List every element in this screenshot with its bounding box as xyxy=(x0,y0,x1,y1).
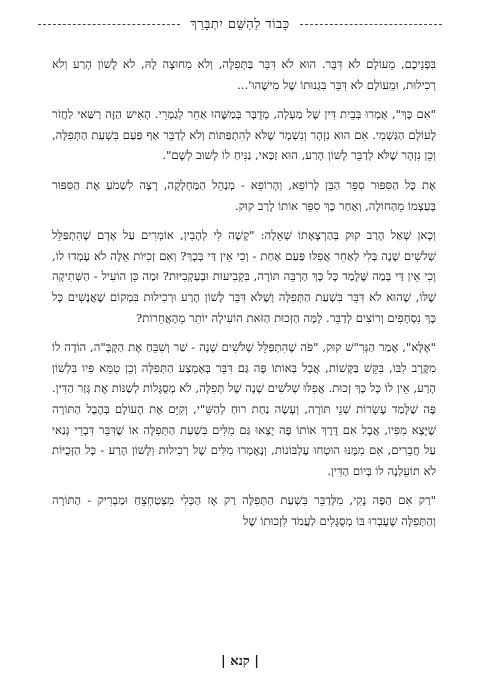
running-header xyxy=(38,14,442,34)
paragraph-6: "רַק אִם הַפֶּה נָקִי, מִלְּדַבֵּר בִּשְׁעַת הַתְּפִלָּה רַק אָז הַכְּלִי מִצְטַחְצֵחַ וּמַבְרִיק - הַתּוֹרָה וְהַתְּפִלָּה שֶׁעָבְרוּ בּוֹ מְסֻגָּלִים לַעֲמֹד לִזְכוּתוֹ שֶׁל xyxy=(52,493,436,528)
header-rule-left xyxy=(38,24,180,25)
paragraph-2: "אִם כָּךְ", אָמְרוּ בְּבֵית דִּין שֶׁל מַעְלָה, מְדֻבָּר בְּמַשֶּׁהוּ אַחֵר לְגַמְרֵי. הָאִישׁ הַזֶּה רַשַּׁאי לַחֲזֹר לָעוֹלָם הַגַּשְׁמִי. אִם הוּא נִזְהָר וְנִשְׁמָר שֶׁלֹּא לְהִתְפַּתּוֹת וְלֹא לְדַבֵּר אַף פַּעַם בִּשְׁעַת הַתְּפִלָּה, וְכֵן נִזְהָר שֶׁלֹּא לְדַבֵּר לָשׁוֹן הָרַע, הוּא זַכַּאי, נַנִּיחַ לוֹ לָשׁוּב לְשָׁם". xyxy=(52,107,436,163)
header-title: כָּבוֹד לַהַשֵּׁם יִתְבָּרַךְ xyxy=(190,17,290,32)
paragraph-5: "אֶלָּא", אָמַר הַגְּרִ"שׁ קוּק, "פֹּה שֶׁהִתְפַּלֵּל שְׁלֹשִׁים שָׁנָה - שַׁר וְשִׁבֵּחַ אֶת הַקָּבָּ"ה, הוֹדָה לוֹ מִקֶּרֶב לִבּוֹ, בִּקֵּשׁ בַּקָּשׁוֹת, אֲבָל בְּאוֹתוֹ פֶּה גַּם דִּבֵּר בְּאֶמְצַע הַתְּפִלָּה וְכֵן טִמֵּא פִּיו בִּלְשׁוֹן הָרַע, אֵין לוֹ כָּל כָּךְ זְכוּת. אֲפִלּוּ שְׁלֹשִׁים שָׁנָה שֶׁל תְּפִלָּה, לֹא מְסֻגָּלוֹת לְשַׁנּוֹת אֶת גְּזַר הַדִּין. פֶּה שֶׁלָּמַד עֶשְׂרוֹת שְׁנֵי תּוֹרָה, וְעָשָׂה נַחַת רוּחַ לְהַשֵּׁ"י, וְקִיֵּם אֶת הָעוֹלָם בְּהֶבֶל הַתּוֹרָה שֶׁיָּצָא מִפִּיו, אֲבָל אִם דֶּרֶךְ אוֹתוֹ פֶּה יָצְאוּ גַּם מִלִּים בִּשְׁעַת הַתְּפִלָּה אוֹ שֶׁדִּבֵּר דִּבְרֵי גְּנַאי עַל חֲבֵרִים, אִם מִמֶּנּוּ הוּטְחוּ עֶלְבּוֹנוֹת, וְנֶאֶמְרוּ מִלִּים שֶׁל רְכִילוּת וְלָשׁוֹן הָרַע - כָּל הַזְּכֻיּוֹת לֹא תוֹעֵלְנָה לוֹ בְּיוֹם הַדִּין. xyxy=(51,340,436,478)
paragraph-3: אֶת כָּל הַסִּפּוּר סִפֵּר הַבֵּן לָרוֹפֵא, וְהָרוֹפֵא - מְנַהֵל הַמַּחְלָקָה, רָצָה לִשְׁמֹעַ אֶת הַסִּפּוּר בְּעַצְמוֹ מֵהַחוֹלֶה, וְאַחַר כָּךְ סִפֵּר אוֹתוֹ לָרַב קוּק. xyxy=(52,177,436,213)
header-rule-right xyxy=(300,24,442,25)
paragraph-1: בִּפְנֵיכֶם, מֵעוֹלָם לֹא דִּבֵּר. הוּא לֹא דִּבֵּר בַּתְּפִלָּה, וְלֹא מִחוּצָה לָהּ, לֹא לָשׁוֹן הָרַע וְלֹא רְכִילוּת, וּמֵעוֹלָם לֹא דִּבֵּר בִּגְנוּתוֹ שֶׁל מִישֶׁהוּ'... xyxy=(52,57,436,92)
page-number: | קנא | xyxy=(220,654,260,669)
page-body xyxy=(52,54,436,540)
paragraph-4: וְכָאן שָׁאַל הָרַב קוּק בְּהַרְצָאָתוֹ שְׁאֵלָה: "קָשֶׁה לִי לְהָבִין, אוֹמְרִים עַל אָדָם שֶׁהִתְפַּלֵּל שְׁלֹשִׁים שָׁנָה בְּלִי לְאַחֵר אֲפִלּוּ פַּעַם אַחַת - וְכִי אֵין דַּי בְּכָךְ? וְאִם זְכִיּוֹת אֵלֶּה לֹא עָמְדוּ לוֹ, וְכִי אֵין דַּי בְּמַה שֶּׁלָּמַד כָּל כָּךְ הַרְבֵּה תּוֹרָה, בִּקְבִיעוּת וּבְעַקְבִיּוּת? וּמַה כֵּן הוֹעִיל - הַשְּׁתִיקָה שֶׁלּוֹ, שֶׁהוּא לֹא דִּבֵּר בִּשְׁעַת הַתְּפִלָּה וְשֶׁלֹּא דִּבֵּר לָשׁוֹן הָרַע וּרְכִילוּת בִּמְקוֹם שֶׁאֲנָשִׁים כָּל כָּךְ נִסְחָפִים וְרוֹצִים לְדַבֵּר. לָמָּה הַזְּכוּת הַזֹּאת הוֹעִילָה יוֹתֵר מֵהָאֲחֵרוֹת? xyxy=(52,228,436,325)
